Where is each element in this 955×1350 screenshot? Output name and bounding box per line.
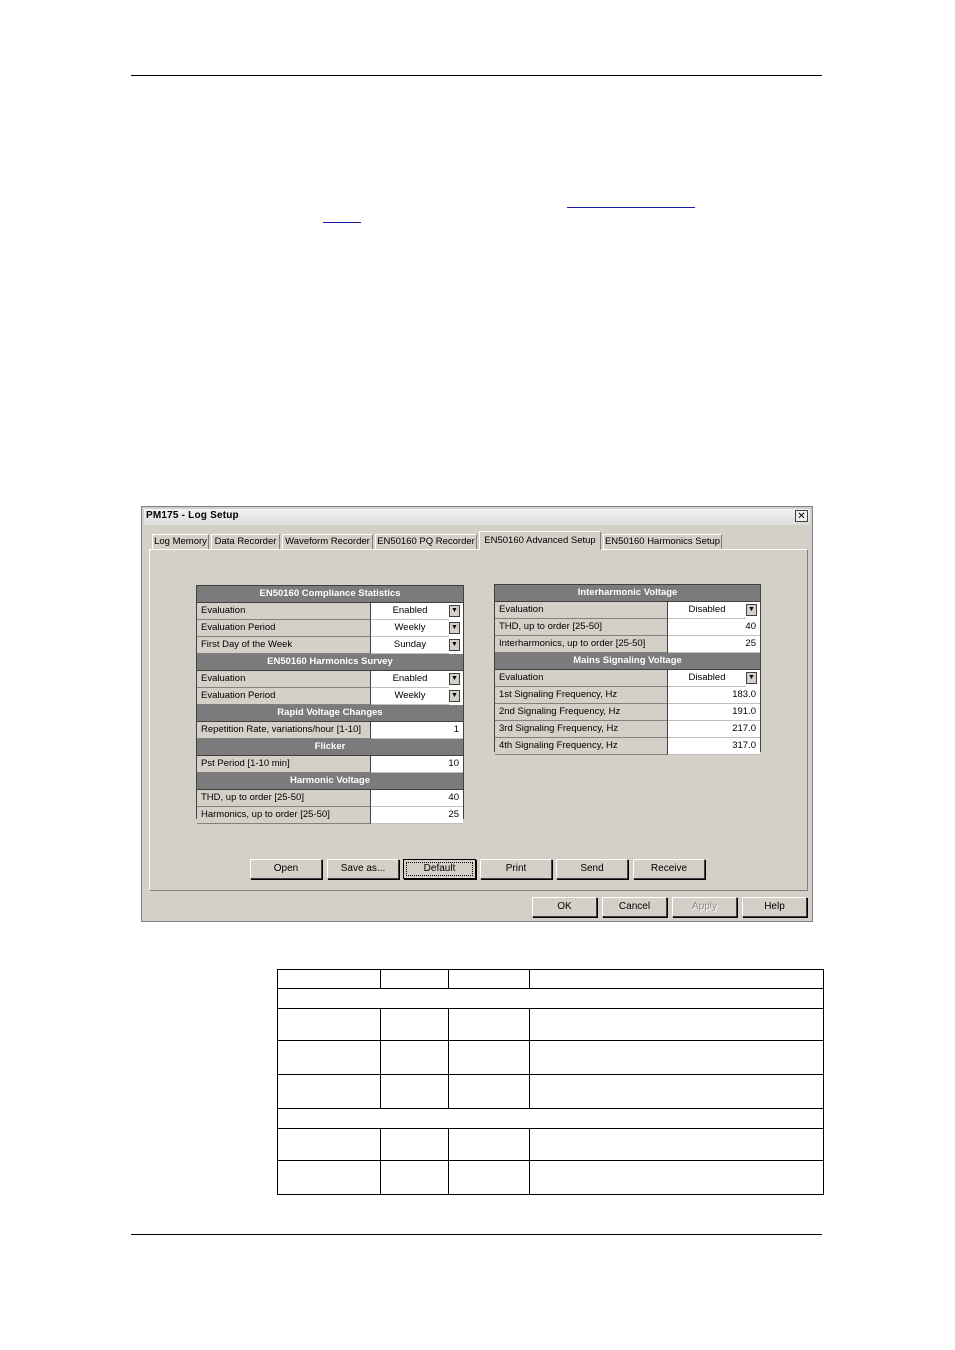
hyperlink-underline[interactable] <box>567 207 695 208</box>
row-interharmonic-evaluation <box>495 602 760 619</box>
row-label: Harmonics, up to order [25-50] <box>197 807 371 824</box>
table-row <box>278 1161 824 1195</box>
row-repetition-rate <box>197 722 463 739</box>
table-cell <box>278 1009 381 1041</box>
row-label: Evaluation Period <box>197 688 371 705</box>
compliance-period-select[interactable]: Weekly <box>371 620 449 637</box>
print-button[interactable]: Print <box>480 859 552 879</box>
row-label: Pst Period [1-10 min] <box>197 756 371 773</box>
hyperlink-underline[interactable] <box>323 222 361 223</box>
save-as-button[interactable]: Save as... <box>327 859 399 879</box>
row-label: THD, up to order [25-50] <box>495 619 668 636</box>
table-cell <box>449 1129 530 1161</box>
table-cell <box>278 1161 381 1195</box>
table-row <box>278 1129 824 1161</box>
send-button[interactable]: Send <box>556 859 628 879</box>
row-label: 2nd Signaling Frequency, Hz <box>495 704 668 721</box>
chevron-down-icon[interactable]: ▼ <box>449 622 460 634</box>
table-cell <box>381 1075 449 1109</box>
row-label: Evaluation <box>197 603 371 620</box>
row-harmonics-order <box>197 807 463 824</box>
row-label: Evaluation Period <box>197 620 371 637</box>
flicker-header: Flicker <box>197 739 463 756</box>
tab-en50160-pq-recorder[interactable]: EN50160 PQ Recorder <box>375 534 477 549</box>
table-row <box>278 1075 824 1109</box>
table-cell <box>278 989 824 1009</box>
tab-waveform-recorder[interactable]: Waveform Recorder <box>282 534 373 549</box>
compliance-evaluation-select[interactable]: Enabled <box>371 603 449 620</box>
row-label: 1st Signaling Frequency, Hz <box>495 687 668 704</box>
mains-signaling-header: Mains Signaling Voltage <box>495 653 760 670</box>
row-pst-period <box>197 756 463 773</box>
harmonics-order-input[interactable]: 25 <box>371 807 463 824</box>
table-cell <box>381 1009 449 1041</box>
table-cell <box>278 970 381 989</box>
harmonic-voltage-header: Harmonic Voltage <box>197 773 463 790</box>
table-cell <box>449 1041 530 1075</box>
compliance-header: EN50160 Compliance Statistics <box>197 586 463 603</box>
chevron-down-icon[interactable]: ▼ <box>449 690 460 702</box>
row-thd-order <box>197 790 463 807</box>
default-button[interactable]: Default <box>403 859 476 879</box>
dialog-title: PM175 - Log Setup <box>146 510 239 521</box>
table-row <box>278 1009 824 1041</box>
chevron-down-icon[interactable]: ▼ <box>449 673 460 685</box>
right-settings-grid <box>494 584 761 752</box>
row-label: Interharmonics, up to order [25-50] <box>495 636 668 653</box>
table-cell <box>530 1009 824 1041</box>
tab-log-memory[interactable]: Log Memory <box>152 534 209 549</box>
table-cell <box>278 1075 381 1109</box>
row-label: Evaluation <box>495 670 668 687</box>
table-cell <box>530 970 824 989</box>
survey-evaluation-select[interactable]: Enabled <box>371 671 449 688</box>
top-rule <box>131 75 822 76</box>
row-interharmonics-order <box>495 636 760 653</box>
signal-freq-3-input[interactable]: 217.0 <box>668 721 760 738</box>
table-cell <box>381 1161 449 1195</box>
chevron-down-icon[interactable]: ▼ <box>746 604 757 616</box>
table-cell <box>449 1075 530 1109</box>
chevron-down-icon[interactable]: ▼ <box>449 605 460 617</box>
signal-freq-2-input[interactable]: 191.0 <box>668 704 760 721</box>
table-section-row <box>278 1109 824 1129</box>
row-signal-freq-4 <box>495 738 760 755</box>
bottom-rule <box>131 1234 822 1235</box>
close-icon[interactable]: ✕ <box>795 510 808 522</box>
pst-period-input[interactable]: 10 <box>371 756 463 773</box>
table-cell <box>278 1041 381 1075</box>
interharmonic-header: Interharmonic Voltage <box>495 585 760 602</box>
table-cell <box>530 1041 824 1075</box>
mains-evaluation-select[interactable]: Disabled <box>668 670 746 687</box>
row-interharmonic-thd <box>495 619 760 636</box>
interharmonic-evaluation-select[interactable]: Disabled <box>668 602 746 619</box>
rapid-voltage-header: Rapid Voltage Changes <box>197 705 463 722</box>
chevron-down-icon[interactable]: ▼ <box>449 639 460 651</box>
cancel-button[interactable]: Cancel <box>602 897 667 917</box>
table-row <box>278 1041 824 1075</box>
table-cell <box>278 1109 824 1129</box>
tab-en50160-harmonics-setup[interactable]: EN50160 Harmonics Setup <box>604 536 721 547</box>
tab-en50160-advanced-setup[interactable]: EN50160 Advanced Setup <box>479 531 601 550</box>
table-header-row <box>278 970 824 989</box>
help-button[interactable]: Help <box>742 897 807 917</box>
table-cell <box>530 1075 824 1109</box>
title-bar <box>144 509 810 525</box>
interharmonic-thd-input[interactable]: 40 <box>668 619 760 636</box>
thd-order-input[interactable]: 40 <box>371 790 463 807</box>
row-label: Evaluation <box>197 671 371 688</box>
table-cell <box>449 1161 530 1195</box>
ok-button[interactable]: OK <box>532 897 597 917</box>
open-button[interactable]: Open <box>250 859 322 879</box>
row-signal-freq-1 <box>495 687 760 704</box>
receive-button[interactable]: Receive <box>633 859 705 879</box>
chevron-down-icon[interactable]: ▼ <box>746 672 757 684</box>
table-cell <box>449 1009 530 1041</box>
row-survey-period <box>197 688 463 705</box>
row-first-day <box>197 637 463 654</box>
table-cell <box>449 970 530 989</box>
advanced-setup-panel <box>149 549 808 891</box>
row-mains-evaluation <box>495 670 760 687</box>
table-cell <box>381 1129 449 1161</box>
row-compliance-evaluation <box>197 603 463 620</box>
survey-period-select[interactable]: Weekly <box>371 688 449 705</box>
row-label: Evaluation <box>495 602 668 619</box>
table-cell <box>278 1129 381 1161</box>
harmonics-survey-header: EN50160 Harmonics Survey <box>197 654 463 671</box>
interharmonics-order-input[interactable]: 25 <box>668 636 760 653</box>
table-section-row <box>278 989 824 1009</box>
left-settings-grid <box>196 585 464 819</box>
parameters-table <box>277 969 824 1195</box>
row-compliance-period <box>197 620 463 637</box>
row-label: 3rd Signaling Frequency, Hz <box>495 721 668 738</box>
row-signal-freq-3 <box>495 721 760 738</box>
row-survey-evaluation <box>197 671 463 688</box>
table-cell <box>381 970 449 989</box>
repetition-rate-input[interactable]: 1 <box>371 722 463 739</box>
first-day-select[interactable]: Sunday <box>371 637 449 654</box>
row-label: 4th Signaling Frequency, Hz <box>495 738 668 755</box>
row-label: First Day of the Week <box>197 637 371 654</box>
table-cell <box>530 1129 824 1161</box>
row-label: THD, up to order [25-50] <box>197 790 371 807</box>
tab-data-recorder[interactable]: Data Recorder <box>211 534 280 549</box>
signal-freq-1-input[interactable]: 183.0 <box>668 687 760 704</box>
log-setup-dialog <box>141 506 813 922</box>
table-cell <box>381 1041 449 1075</box>
row-label: Repetition Rate, variations/hour [1-10] <box>197 722 371 739</box>
signal-freq-4-input[interactable]: 317.0 <box>668 738 760 755</box>
table-cell <box>530 1161 824 1195</box>
row-signal-freq-2 <box>495 704 760 721</box>
apply-button[interactable]: Apply <box>672 897 737 917</box>
